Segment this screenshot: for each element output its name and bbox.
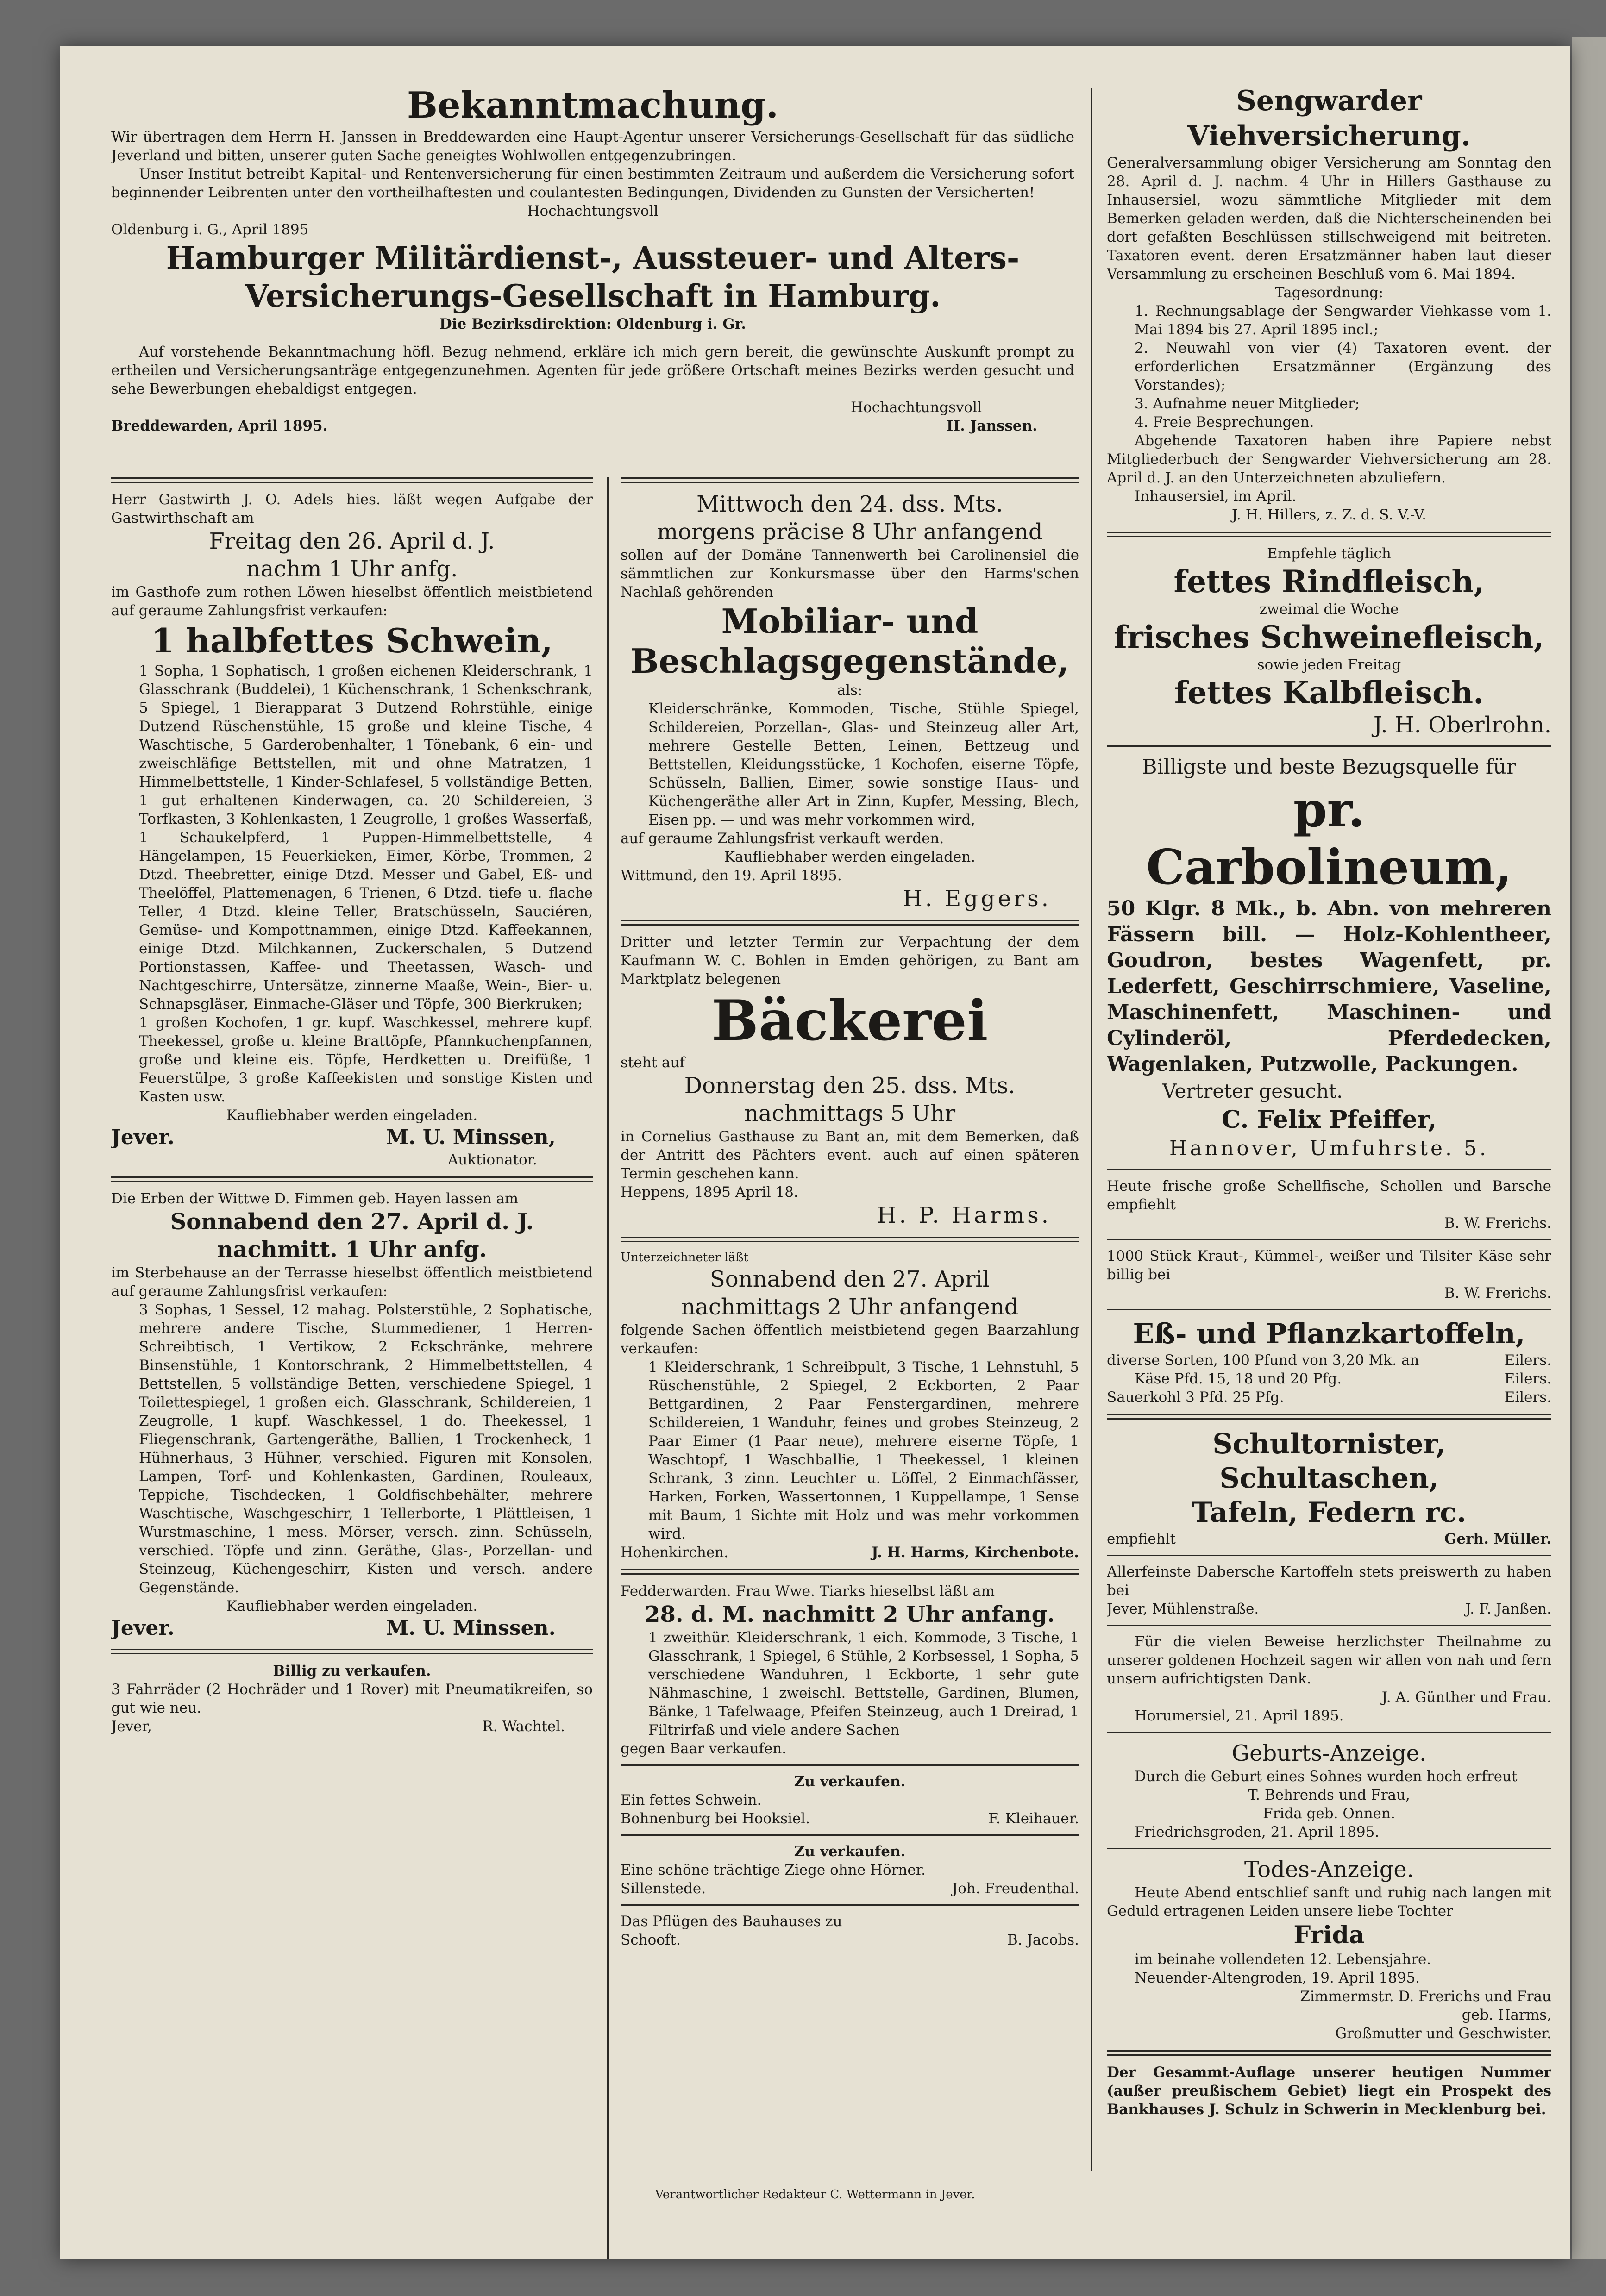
auction-intro: Herr Gastwirth J. O. Adels hies. läßt wegen Aufgabe der Gastwirthschaft am (111, 491, 593, 526)
ad-pre: zweimal die Woche (1259, 601, 1399, 618)
signature: T. Behrends und Frau, (1248, 1787, 1410, 1803)
ad-paragraph: Wir übertragen dem Herrn H. Janssen in Breddewarden eine Haupt-Agentur unserer Versicherungs-Gesellschaft für das südliche Jeverland und bitten, unserer guten Sache geneigtes Wohlwollen entgegenzubringen. (111, 129, 1074, 164)
ad-text: diverse Sorten, 100 Pfund von 3,20 Mk. an (1107, 1352, 1419, 1369)
divider (111, 1176, 593, 1182)
signature: Eilers. (1504, 1352, 1551, 1369)
divider (621, 477, 1079, 483)
item-list: 1 zweithür. Kleiderschrank, 1 eich. Kommode, 3 Tische, 1 Glasschrank, 1 Spiegel, 6 Stühle, 2 Korbsessel, 1 Sopha, 5 verschiedene Wanduhren, 1 Eckborte, 1 sehr gute Nähmaschine, 1 zweischl. Bettstelle, Gardinen, Blumen, Bänke, 1 Tafelwaage, Pfeifen Steinzeug, auch 1 Dreirad, 1 Filtrirfaß und viele andere Sachen (648, 1629, 1079, 1739)
ad-line: Schultornister, Schultaschen, (1212, 1428, 1446, 1495)
auction-item: 1 halbfettes Schwein, (151, 621, 553, 660)
agenda-item: 1. Rechnungsablage der Sengwarder Viehkasse vom 1. Mai 1894 bis 27. April 1895 incl.; (1135, 303, 1551, 338)
auction-date: Freitag den 26. April d. J. (209, 528, 495, 554)
ad-greeting: Hochachtungsvoll (851, 399, 982, 416)
signature: J. A. Günther und Frau. (1381, 1689, 1551, 1706)
signature: J. H. Oberlrohn. (1373, 712, 1551, 738)
column-rule-left (607, 477, 609, 2259)
auction-intro: Unterzeichneter läßt (621, 1251, 748, 1264)
ad-pre: Empfehle täglich (1267, 545, 1391, 562)
item-list: 3 Sophas, 1 Sessel, 12 mahag. Polsterstühle, 2 Sophatische, mehrere andere Tische, Stummediener, 1 Herren-Schreibtisch, 1 Vertikow, 2 Eckschränke, mehrere Binsenstühle, 1 Kontorschrank, 2 Himmelbettstellen, 4 Bettstellen, 5 vollständige Betten, verschiedene Spiegel, 1 Toilettespiegel, 1 großen eich. Glasschrank, Schildereien, 1 Zeugrolle, 1 kupf. Waschkessel, 1 do. Theekessel, 1 Fliegenschrank, Gartengeräthe, Ballien, 1 Trockenheck, 1 Hühnerhaus, 3 Hühner, verschied. Figuren mit Konsolen, Lampen, Torf- und Kohlenkasten, Gardinen, Rouleaux, Teppiche, Tischdecken, 1 Goldfischbehälter, mehrere Waschtische, Waschgeschirr, 1 Tellerborte, 1 Plättleisen, 1 Wurstmaschine, 1 mess. Mörser, versch. zinn. Schüsseln, verschied. Töpfe und zinn. Geräthe, Glas-, Porzellan- und Steinzeug, Küchengeschirr, Kisten und versch. andere Gegenstände. (139, 1301, 593, 1596)
invite: Kaufliebhaber werden eingeladen. (226, 1107, 478, 1124)
company-name: Hamburger Militärdienst-, Aussteuer- und Alters- (166, 240, 1020, 276)
ad-pre: Billigste und beste Bezugsquelle für (1142, 755, 1516, 779)
divider (621, 1569, 1079, 1575)
auction-time: nachm 1 Uhr anfg. (246, 556, 458, 582)
place: Schooft. (621, 1932, 681, 1948)
divider (1107, 1309, 1551, 1310)
signature: Zimmermstr. D. Frerichs und Frau (1300, 1988, 1551, 2005)
divider (621, 1904, 1079, 1906)
divider (1107, 2050, 1551, 2056)
lease-title: Bäckerei (711, 988, 988, 1053)
lease-text: in Cornelius Gasthause zu Bant an, mit dem Bemerken, daß der Antritt des Pächters event. auch auf einen späteren Termin geschehen kann. (621, 1128, 1079, 1182)
auction-location: im Gasthofe zum rothen Löwen hieselbst öffentlich meistbietend auf geraume Zahlungsfrist verkaufen: (111, 584, 593, 619)
ad-line: frisches Schweinefleisch, (1114, 619, 1544, 655)
signature: B. W. Frerichs. (1444, 1285, 1551, 1301)
ad-line: Tafeln, Federn rc. (1192, 1496, 1467, 1529)
ad-place: Oldenburg i. G., April 1895 (111, 221, 309, 238)
ad-text: 3 Fahrräder (2 Hochräder und 1 Rover) mit Pneumatikreifen, so gut wie neu. (111, 1681, 593, 1716)
place: Jever, (111, 1718, 152, 1735)
divider (1107, 1848, 1551, 1849)
notice-text: Heute Abend entschlief sanft und ruhig nach langen mit Geduld ertragenen Leiden unsere liebe Tochter (1107, 1884, 1551, 1920)
item-list: 1 großen Kochofen, 1 gr. kupf. Waschkessel, mehrere kupf. Theekessel, große u. kleine Brattöpfe, Pfannkuchenpfannen, große und kleine eis. Töpfe, Herdketten u. Dreifüße, 1 Feuerstülpe, 3 große Kaffeekisten und sonstige Kisten und Kasten usw. (139, 1014, 593, 1105)
divider (621, 920, 1079, 926)
auction-time: nachmitt. 1 Uhr anfg. (217, 1237, 487, 1263)
ad-paragraph: Unser Institut betreibt Kapital- und Rentenversicherung für einen bestimmten Zeitraum und außerdem die Versicherung sofort beginnender Leibrenten unter den vortheilhaftesten und coulantesten Bedingungen, Dividenden zu Gunsten der Versicherten! (111, 166, 1074, 201)
footer-editor: Verantwortlicher Redakteur C. Wettermann in Jever. (655, 2188, 975, 2202)
lease-steht: steht auf (621, 1054, 685, 1071)
ad-text: Für die vielen Beweise herzlichster Theilnahme zu unserer goldenen Hochzeit sagen wir allen von nah und fern unsern aufrichtigsten Dank. (1107, 1633, 1551, 1687)
signature: geb. Harms, (1462, 2007, 1551, 2023)
column-3 (1107, 83, 1551, 2119)
lease-date: Donnerstag den 25. dss. Mts. (684, 1073, 1016, 1099)
notice-title: Todes-Anzeige. (1244, 1857, 1414, 1883)
ad-text: Heute frische große Schellfische, Schollen und Barsche empfiehlt (1107, 1178, 1551, 1213)
signature: B. Jacobs. (1007, 1932, 1079, 1948)
signature: B. W. Frerichs. (1444, 1215, 1551, 1232)
direktion: Die Bezirksdirektion: Oldenburg i. Gr. (439, 316, 747, 332)
divider (621, 1237, 1079, 1242)
als: als: (837, 682, 863, 699)
divider (621, 1764, 1079, 1766)
auction-end: gegen Baar verkaufen. (621, 1740, 787, 1757)
signature: J. H. Harms, Kirchenbote. (871, 1544, 1079, 1561)
ad-text: Generalversammlung obiger Versicherung am Sonntag den 28. April d. J. nachm. 4 Uhr in Hillers Gasthause zu Inhausersiel, wozu sämmtliche Mitglieder mit dem Bemerken geladen werden, daß die Nichterscheinenden bei dort gefaßten Beschlüssen stillschweigend mit beitreten. Taxatoren event. deren Ersatzmänner haben laut dieser Versammlung zu erscheinen Beschluß vom 6. Mai 1894. (1107, 155, 1551, 282)
signature: M. U. Minssen, (386, 1126, 556, 1149)
place: Jever. (111, 1616, 175, 1640)
ad-text: Sauerkohl 3 Pfd. 25 Pfg. (1107, 1389, 1284, 1406)
column-1 (111, 470, 593, 1736)
auction-time: morgens präcise 8 Uhr anfangend (657, 519, 1043, 545)
place: Hohenkirchen. (621, 1544, 728, 1561)
ad-agent: Vertreter gesucht. (1162, 1080, 1343, 1102)
item-list: 1 Sopha, 1 Sophatisch, 1 großen eichenen Kleiderschrank, 1 Glasschrank (Buddelei), 1 Küchenschrank, 1 Schenkschrank, 5 Spiegel, 1 Bierapparat 3 Dutzend Rohrstühle, einige Dutzend Rüschenstühle, 15 große und kleine Tische, 4 Waschtische, 5 Garderobenhalter, 1 Tönebank, 6 ein- und zweischläfige Bettstellen, mit und ohne Matratzen, 1 Himmelbettstelle, 1 Kinder-Schlafesel, 5 vollständige Betten, 1 gut erhaltenen Kinderwagen, ca. 20 Schildereien, 3 Torfkasten, 3 Kohlenkasten, 1 Zeugrolle, 1 großes Wasserfaß, 1 Schaukelpferd, 1 Puppen-Himmelbettstelle, 4 Hängelampen, 15 Feuerkieken, Eimer, Körbe, Trommen, 2 Dtzd. Theebretter, einige Dtzd. Messer und Gabel, Eß- und Theelöffel, Plattemenagen, 6 Trienen, 6 Dtzd. tiefe u. flache Teller, 4 Dtzd. kleine Teller, Bratschüsseln, Sauciéren, Gemüse- und Kompottnammen, einige Dtzd. Kaffeekannen, einige Dtzd. Milchkannen, Zuckerschalen, 5 Dutzend Portionstassen, Kaffee- und Theetassen, Wasch- und Nachtgeschirre, Untersätze, zinnerne Maaße, Wein-, Bier- u. Schnapsgläser, Einmache-Gläser und Töpfe, 300 Bierkruken; (139, 663, 593, 1013)
divider (621, 1834, 1079, 1836)
lease-time: nachmittags 5 Uhr (744, 1101, 956, 1126)
place: Bohnenburg bei Hooksiel. (621, 1810, 810, 1827)
auction-intro: sollen auf der Domäne Tannenwerth bei Carolinensiel die sämmtlichen zur Konkursmasse über den Harms'schen Nachlaß gehörenden (621, 547, 1079, 601)
item-list: 1 Kleiderschrank, 1 Schreibpult, 3 Tische, 1 Lehnstuhl, 5 Rüschenstühle, 2 Spiegel, 2 Eckborten, 2 Paar Bettgardinen, 2 Paar Fenstergardinen, mehrere Schildereien, 1 Wanduhr, feines und grobes Steinzeug, 2 Paar Eimer (1 Paar neue), mehrere eiserne Töpfe, 1 Waschtopf, 1 Waschballie, 1 Theekessel, 1 kleinen Schrank, 3 zinn. Leuchter u. Löffel, 2 Einmachfässer, Harken, Forken, Wassertonnen, 1 Kuppellampe, 1 Sense mit Baum, 1 Sichte mit Holz und was mehr vorkommen wird. (648, 1359, 1079, 1542)
ad-greeting: Hochachtungsvoll (527, 203, 659, 219)
divider (1107, 1169, 1551, 1170)
auction-location: im Sterbehause an der Terrasse hieselbst öffentlich meistbietend auf geraume Zahlungsfrist verkaufen: (111, 1264, 593, 1300)
signature: H. Eggers. (903, 886, 1051, 912)
ad-text: 50 Klgr. 8 Mk., b. Abn. von mehreren Fässern bill. — Holz-Kohlentheer, Goudron, bestes Wagenfett, pr. Lederfett, Geschirrschmiere, Vaseline, Maschinenfett, Maschinen- und Cylinderöl, Pferdedecken, Wagenlaken, Putzwolle, Packungen. (1107, 897, 1551, 1076)
firm-address: Hannover, Umfuhrste. 5. (1169, 1137, 1489, 1160)
auction-intro: Die Erben der Wittwe D. Fimmen geb. Hayen lassen am (111, 1190, 519, 1207)
notice-age: im beinahe vollendeten 12. Lebensjahre. (1135, 1951, 1431, 1968)
notice-title: Geburts-Anzeige. (1231, 1740, 1427, 1766)
ad-title: Bekanntmachung. (407, 84, 778, 126)
signature: Eilers. (1504, 1389, 1551, 1406)
ad-text: empfiehlt (1107, 1531, 1176, 1547)
divider (1107, 1414, 1551, 1420)
ad-paragraph: Auf vorstehende Bekanntmachung höfl. Bezug nehmend, erkläre ich mich gern bereit, die gewünschte Auskunft prompt zu ertheilen und Versicherungsanträge entgegenzunehmen. Agenten für jede größere Ortschaft meines Bezirks werden gesucht und sehe Bewerbungen ehebaldigst entgegen. (111, 344, 1074, 397)
ad-title: Billig zu verkaufen. (273, 1663, 431, 1679)
ad-text: Allerfeinste Dabersche Kartoffeln stets preiswerth zu haben bei (1107, 1564, 1551, 1599)
signature: Großmutter und Geschwister. (1335, 2025, 1551, 2042)
auction-date: Sonnabend den 27. April d. J. (170, 1209, 534, 1235)
ad-place: Breddewarden, April 1895. (111, 418, 328, 434)
agenda-item: 3. Aufnahme neuer Mitglieder; (1135, 395, 1360, 412)
place: Neuender-Altengroden, 19. April 1895. (1135, 1970, 1420, 1986)
divider (111, 1649, 593, 1654)
invite: Kaufliebhaber werden eingeladen. (724, 849, 976, 865)
ad-pre: sowie jeden Freitag (1257, 657, 1401, 673)
firm-name: C. Felix Pfeiffer, (1221, 1106, 1437, 1134)
signature: H. P. Harms. (877, 1202, 1051, 1228)
signature: M. U. Minssen. (386, 1616, 556, 1640)
ad-title: pr. Carbolineum, (1146, 781, 1512, 895)
place: Jever, Mühlenstraße. (1107, 1601, 1259, 1617)
place: Wittmund, den 19. April 1895. (621, 867, 842, 884)
place: Inhausersiel, im April. (1135, 488, 1297, 505)
lease-intro: Dritter und letzter Termin zur Verpachtung der dem Kaufmann W. C. Bohlen in Emden gehörigen, zu Bant am Marktplatz belegenen (621, 934, 1079, 988)
divider (1107, 532, 1551, 537)
divider (111, 477, 593, 483)
company-name: Versicherungs-Gesellschaft in Hamburg. (245, 278, 941, 314)
item-list: Kleiderschränke, Kommoden, Tische, Stühle Spiegel, Schildereien, Porzellan-, Glas- und Steinzeug aller Art, mehrere Gestelle Betten, Leinen, Bettzeug und Bettstellen, Kleidungsstücke, 1 Kochofen, eiserne Töpfe, Schüsseln, Ballien, Eimer, sowie sonstige Haus- und Küchengeräthe aller Art in Zinn, Kupfer, Messing, Blech, Eisen pp. — und was mehr vorkommen wird, (648, 701, 1079, 828)
place: Sillenstede. (621, 1880, 706, 1897)
divider (1107, 1625, 1551, 1626)
divider (1107, 1239, 1551, 1240)
ad-text: Eine schöne trächtige Ziege ohne Hörner. (621, 1862, 926, 1878)
agenda-item: 4. Freie Besprechungen. (1135, 414, 1314, 431)
ad-title: Eß- und Pflanzkartoffeln, (1133, 1318, 1525, 1350)
ad-title: Zu verkaufen. (794, 1843, 906, 1860)
agenda-item: 2. Neuwahl von vier (4) Taxatoren event. der erforderlichen Ersatzmänner (Ergänzung des Vorstandes); (1135, 340, 1551, 394)
auction-item: Mobiliar- und (721, 601, 979, 641)
ad-signature: H. Janssen. (946, 418, 1037, 434)
notice-text: Durch die Geburt eines Sohnes wurden hoch erfreut (1135, 1768, 1518, 1785)
place: Horumersiel, 21. April 1895. (1135, 1708, 1344, 1724)
invite: Kaufliebhaber werden eingeladen. (226, 1598, 478, 1614)
ad-line: fettes Rindfleisch, (1173, 563, 1485, 600)
signature: J. H. Hillers, z. Z. d. S. V.-V. (1231, 507, 1427, 523)
signature-role: Auktionator. (447, 1151, 537, 1168)
auction-date: Sonnabend den 27. April (709, 1266, 990, 1292)
auction-text: folgende Sachen öffentlich meistbietend gegen Baarzahlung verkaufen: (621, 1322, 1079, 1357)
agenda-title: Tagesordnung: (1274, 284, 1384, 301)
place: Friedrichsgroden, 21. April 1895. (1135, 1824, 1380, 1840)
divider (1107, 745, 1551, 747)
supplement-note: Der Gesammt-Auflage unserer heutigen Nummer (außer preußischem Gebiet) liegt ein Prospekt des Bankhauses J. Schulz in Schwerin in Mecklenburg bei. (1107, 2064, 1551, 2118)
divider (1107, 1555, 1551, 1556)
signature: Gerh. Müller. (1444, 1531, 1551, 1547)
newspaper-page (60, 46, 1570, 2259)
auction-end: auf geraume Zahlungsfrist verkauft werden. (621, 830, 944, 847)
notice-name: Frida (1293, 1921, 1365, 1949)
column-2 (621, 470, 1079, 1949)
ad-text: Käse Pfd. 15, 18 und 20 Pfg. (1135, 1370, 1342, 1387)
ad-text: Ein fettes Schwein. (621, 1792, 762, 1808)
auction-date: Mittwoch den 24. dss. Mts. (696, 491, 1003, 517)
place: Heppens, 1895 April 18. (621, 1184, 798, 1201)
auction-time: nachmittags 2 Uhr anfangend (681, 1294, 1019, 1320)
ad-text: Das Pflügen des Bauhauses zu (621, 1913, 842, 1930)
divider (1107, 1732, 1551, 1733)
ad-title: Zu verkaufen. (794, 1773, 906, 1790)
ad-bekanntmachung (111, 83, 1074, 435)
signature: R. Wachtel. (482, 1718, 565, 1735)
page-edge (1572, 37, 1606, 2259)
signature: Joh. Freudenthal. (952, 1880, 1079, 1897)
ad-text: 1000 Stück Kraut-, Kümmel-, weißer und Tilsiter Käse sehr billig bei (1107, 1248, 1551, 1283)
ad-title: Sengwarder Viehversicherung. (1187, 85, 1471, 152)
column-rule-right (1091, 88, 1092, 2171)
auction-item: Beschlagsgegenstände, (630, 641, 1069, 681)
ad-line: fettes Kalbfleisch. (1174, 675, 1484, 711)
signature: J. F. Janßen. (1465, 1601, 1551, 1617)
auction-intro: Fedderwarden. Frau Wwe. Tiarks hieselbst läßt am (621, 1583, 995, 1600)
signature: F. Kleihauer. (988, 1810, 1079, 1827)
auction-date: 28. d. M. nachmitt 2 Uhr anfang. (645, 1602, 1055, 1627)
ad-text: Abgehende Taxatoren haben ihre Papiere nebst Mitgliederbuch der Sengwarder Viehversicherung am 28. April d. J. an den Unterzeichneten abzuliefern. (1107, 432, 1551, 486)
signature: Frida geb. Onnen. (1263, 1805, 1395, 1822)
place: Jever. (111, 1126, 175, 1149)
signature: Eilers. (1504, 1370, 1551, 1387)
